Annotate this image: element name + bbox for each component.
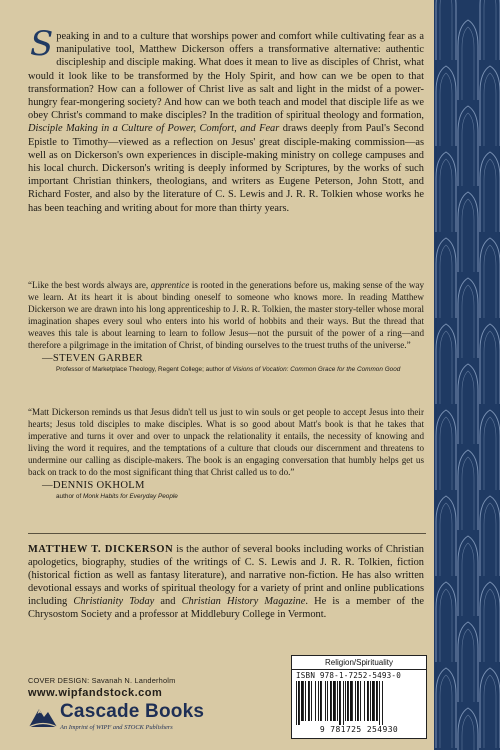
quote-text-continued: is rooted in the generations before us, making sense of the way we learn. At its heart it is about binding oneself to someone who knows more. In reading Matthew Dickerson we are drawn into his long apprenticeship to J. R. R. Tolkien, the master story-teller whose moral imagination shapes every soul who enters into his world of hobbits and their ways. But the thread that weaves this tale is about learning to learn to follow Jesus—not the pursuit of the power of a ring—and therefore a pilgrimage in the imitation of Christ, of binding ourselves to the truest truths of the universe.” [28,280,424,350]
author-name: MATTHEW T. DICKERSON [28,544,174,555]
affiliation-text: author of [56,493,84,501]
bio-text: . He is a member of the Chrysostom Society and a professor at Middlebury College in Vermont. [28,596,424,620]
isbn-barcode-block [291,655,427,739]
publisher-name: Cascade Books [60,701,205,722]
mountain-logo-icon [28,703,58,729]
isbn-label: ISBN 978-1-7252-5493-0 [296,671,401,680]
affiliation-text: Professor of Marketplace Theology, Regent College; author of [56,366,233,374]
affiliation-book-title: Monk Habits for Everyday People [83,493,178,501]
book-category: Religion/Spirituality [324,658,394,667]
endorsement-text [28,407,424,478]
publisher-url: www.wipfandstock.com [28,687,163,699]
bio-text: and [154,596,182,607]
section-divider [28,533,426,534]
endorser-name: —STEVEN GARBER [42,353,144,365]
blurb-text-continued: draws deeply from Paul's Second Epistle to Timothy—viewed as a reflection on Jesus' great disciple-making commission—as well as on Dickerson's own experiences in disciple-making ministry on college campuses and his local church. Dickerson's writing is deeply informed by Scriptures, by the works of such important Christian thinkers, theologians, and writers as Eugene Peterson, John Stott, and Richard Foster, and also by the literature of C. S. Lewis and J. R. R. Tolkien whose works he has been teaching and writing about for more than thirty years. [28,123,424,214]
publication-title: Christianity Today [73,596,155,607]
endorser-affiliation [28,492,424,501]
category-divider [292,669,426,670]
endorsement-garber [28,280,424,374]
decorative-side-panel [434,0,500,750]
publication-title: Christian History Magazine [181,596,306,607]
author-bio [28,543,424,621]
affiliation-book-title: Visions of Vocation: Common Grace for the Common Good [232,366,401,374]
barcode-icon [296,681,422,725]
quote-text: “Like the best words always are, [28,280,151,290]
book-title: Disciple Making in a Culture of Power, Comfort, and Fear [28,123,280,135]
barcode-digits: 9 781725 254930 [319,725,399,734]
endorsement-text [28,280,424,351]
cover-design-credit: COVER DESIGN: Savanah N. Landerholm [28,676,176,685]
endorser-affiliation [28,365,424,374]
endorsement-okholm [28,407,424,501]
back-cover-blurb [28,24,424,215]
endorser-name: —DENNIS OKHOLM [42,480,145,492]
quote-text: “Matt Dickerson reminds us that Jesus didn't tell us just to win souls or get people to accept Jesus into their hearts; Jesus told disciples to make disciples. What is so good about Matt's book is that he takes that imperative and turns it over and over to unpack the relationality it entails, the necessity of knowing and living the word it requires, and the temptations of a culture that clouds our discernment and threatens to undermine our calling as disciple-makers. The book is an engaging conversation that humbly helps get us back on track to do the most significant thing that Christ called us to do.” [28,407,424,477]
publisher-tagline: An Imprint of WIPF and STOCK Publishers [60,724,173,731]
publisher-logo [28,701,218,739]
quote-italic-word: apprentice [150,280,190,290]
bio-text: is the author of several books including works of Christian apologetics, biography, studies of the writings of C. S. Lewis and J. R. R. Tolkien, fiction (historical fiction as well as fantasy literature), and narrative non-fiction. He has also written devotional essays and works of spiritual theology for a variety of print and online publications including [28,544,424,607]
blurb-text: peaking in and to a culture that worships power and comfort while cultivating fear as a manipulative tool, Matthew Dickerson offers a transformative alternative: authentic discipleship and disciple making. What does it mean to live as disciples of Christ, what would it look like to be transformed by the Holy Spirit, and how can we be open to that transformation? How can a follower of Christ live as salt and light in the midst of a power-hungry fear-mongering society? And how can we both teach and model that disciple life as we obey Christ's command to make disciples? In the tradition of spiritual theology and formation, [28,31,424,122]
drop-cap-letter: S [30,24,54,64]
